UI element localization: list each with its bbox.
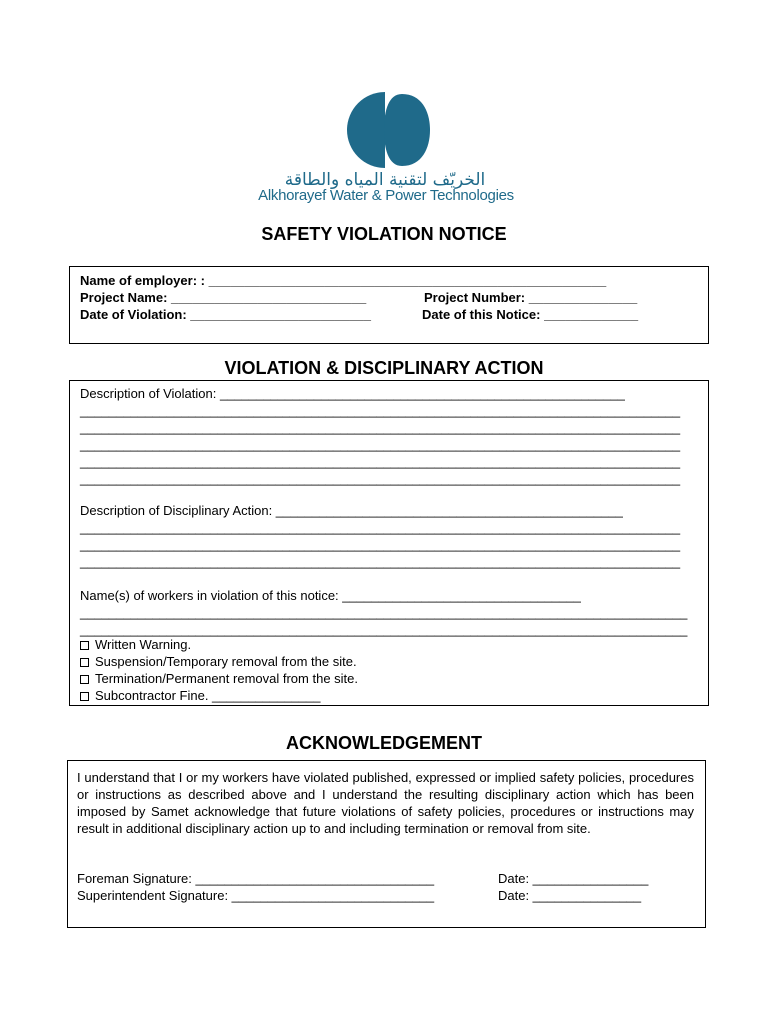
description-of-violation-field[interactable]: Description of Violation: ________________________________________________________ (80, 386, 625, 401)
workers-in-violation-field[interactable]: Name(s) of workers in violation of this notice: _________________________________ (80, 588, 581, 603)
superintendent-signature-field[interactable]: Superintendent Signature: ____________________________ (77, 888, 435, 903)
superintendent-date-field[interactable]: Date: _______________ (498, 888, 642, 903)
acknowledgement-paragraph: I understand that I or my workers have violated published, expressed or implied safety policies, procedures or instructions as described above and I understand the resulting disciplinary action which has been imposed by Samet acknowledge that future violations of safety policies, procedures or instructions may result in additional disciplinary action up to and including termination or removal from site. (77, 770, 694, 836)
header-info-box (69, 266, 709, 344)
date-of-violation-field[interactable]: Date of Violation: _________________________ (80, 307, 372, 322)
violation-section-heading: VIOLATION & DISCIPLINARY ACTION (224, 358, 544, 378)
workers-blank-line[interactable]: ____________________________________________________________________________________ (80, 605, 688, 620)
violation-blank-line[interactable]: ___________________________________________________________________________________ (80, 471, 681, 486)
foreman-date-field[interactable]: Date: ________________ (498, 871, 649, 886)
project-name-field[interactable]: Project Name: ___________________________ (80, 290, 367, 305)
acknowledgement-box (67, 760, 706, 928)
date-of-notice-field[interactable]: Date of this Notice: _____________ (422, 307, 639, 322)
disciplinary-blank-line[interactable]: ___________________________________________________________________________________ (80, 537, 681, 552)
employer-field[interactable]: Name of employer: : _______________________________________________________ (80, 273, 607, 288)
option-written-warning[interactable]: Written Warning. (80, 636, 191, 653)
description-of-disciplinary-action-field[interactable]: Description of Disciplinary Action: ________________________________________________ (80, 503, 623, 518)
option-suspension[interactable]: Suspension/Temporary removal from the site. (80, 653, 357, 670)
checkbox-icon[interactable] (80, 641, 89, 650)
disciplinary-blank-line[interactable]: ___________________________________________________________________________________ (80, 554, 681, 569)
form-title: SAFETY VIOLATION NOTICE (261, 224, 507, 244)
violation-blank-line[interactable]: ___________________________________________________________________________________ (80, 454, 681, 469)
checkbox-icon[interactable] (80, 692, 89, 701)
project-number-field[interactable]: Project Number: _______________ (424, 290, 638, 305)
disciplinary-blank-line[interactable]: ___________________________________________________________________________________ (80, 520, 681, 535)
option-subcontractor-fine[interactable]: Subcontractor Fine. _______________ (80, 687, 321, 704)
foreman-signature-field[interactable]: Foreman Signature: _________________________________ (77, 871, 435, 886)
violation-box (69, 380, 709, 706)
violation-blank-line[interactable]: ___________________________________________________________________________________ (80, 403, 681, 418)
company-logo-icon (338, 92, 436, 168)
violation-blank-line[interactable]: ___________________________________________________________________________________ (80, 437, 681, 452)
option-termination[interactable]: Termination/Permanent removal from the site. (80, 670, 358, 687)
checkbox-icon[interactable] (80, 658, 89, 667)
logo-arabic-name: الخريّف لتقنية المياه والطاقة (284, 170, 486, 190)
acknowledgement-heading: ACKNOWLEDGEMENT (286, 733, 482, 753)
workers-blank-line[interactable]: ____________________________________________________________________________________ (80, 622, 688, 637)
logo-english-name: Alkhorayef Water & Power Technologies (258, 187, 514, 204)
violation-blank-line[interactable]: ___________________________________________________________________________________ (80, 420, 681, 435)
checkbox-icon[interactable] (80, 675, 89, 684)
